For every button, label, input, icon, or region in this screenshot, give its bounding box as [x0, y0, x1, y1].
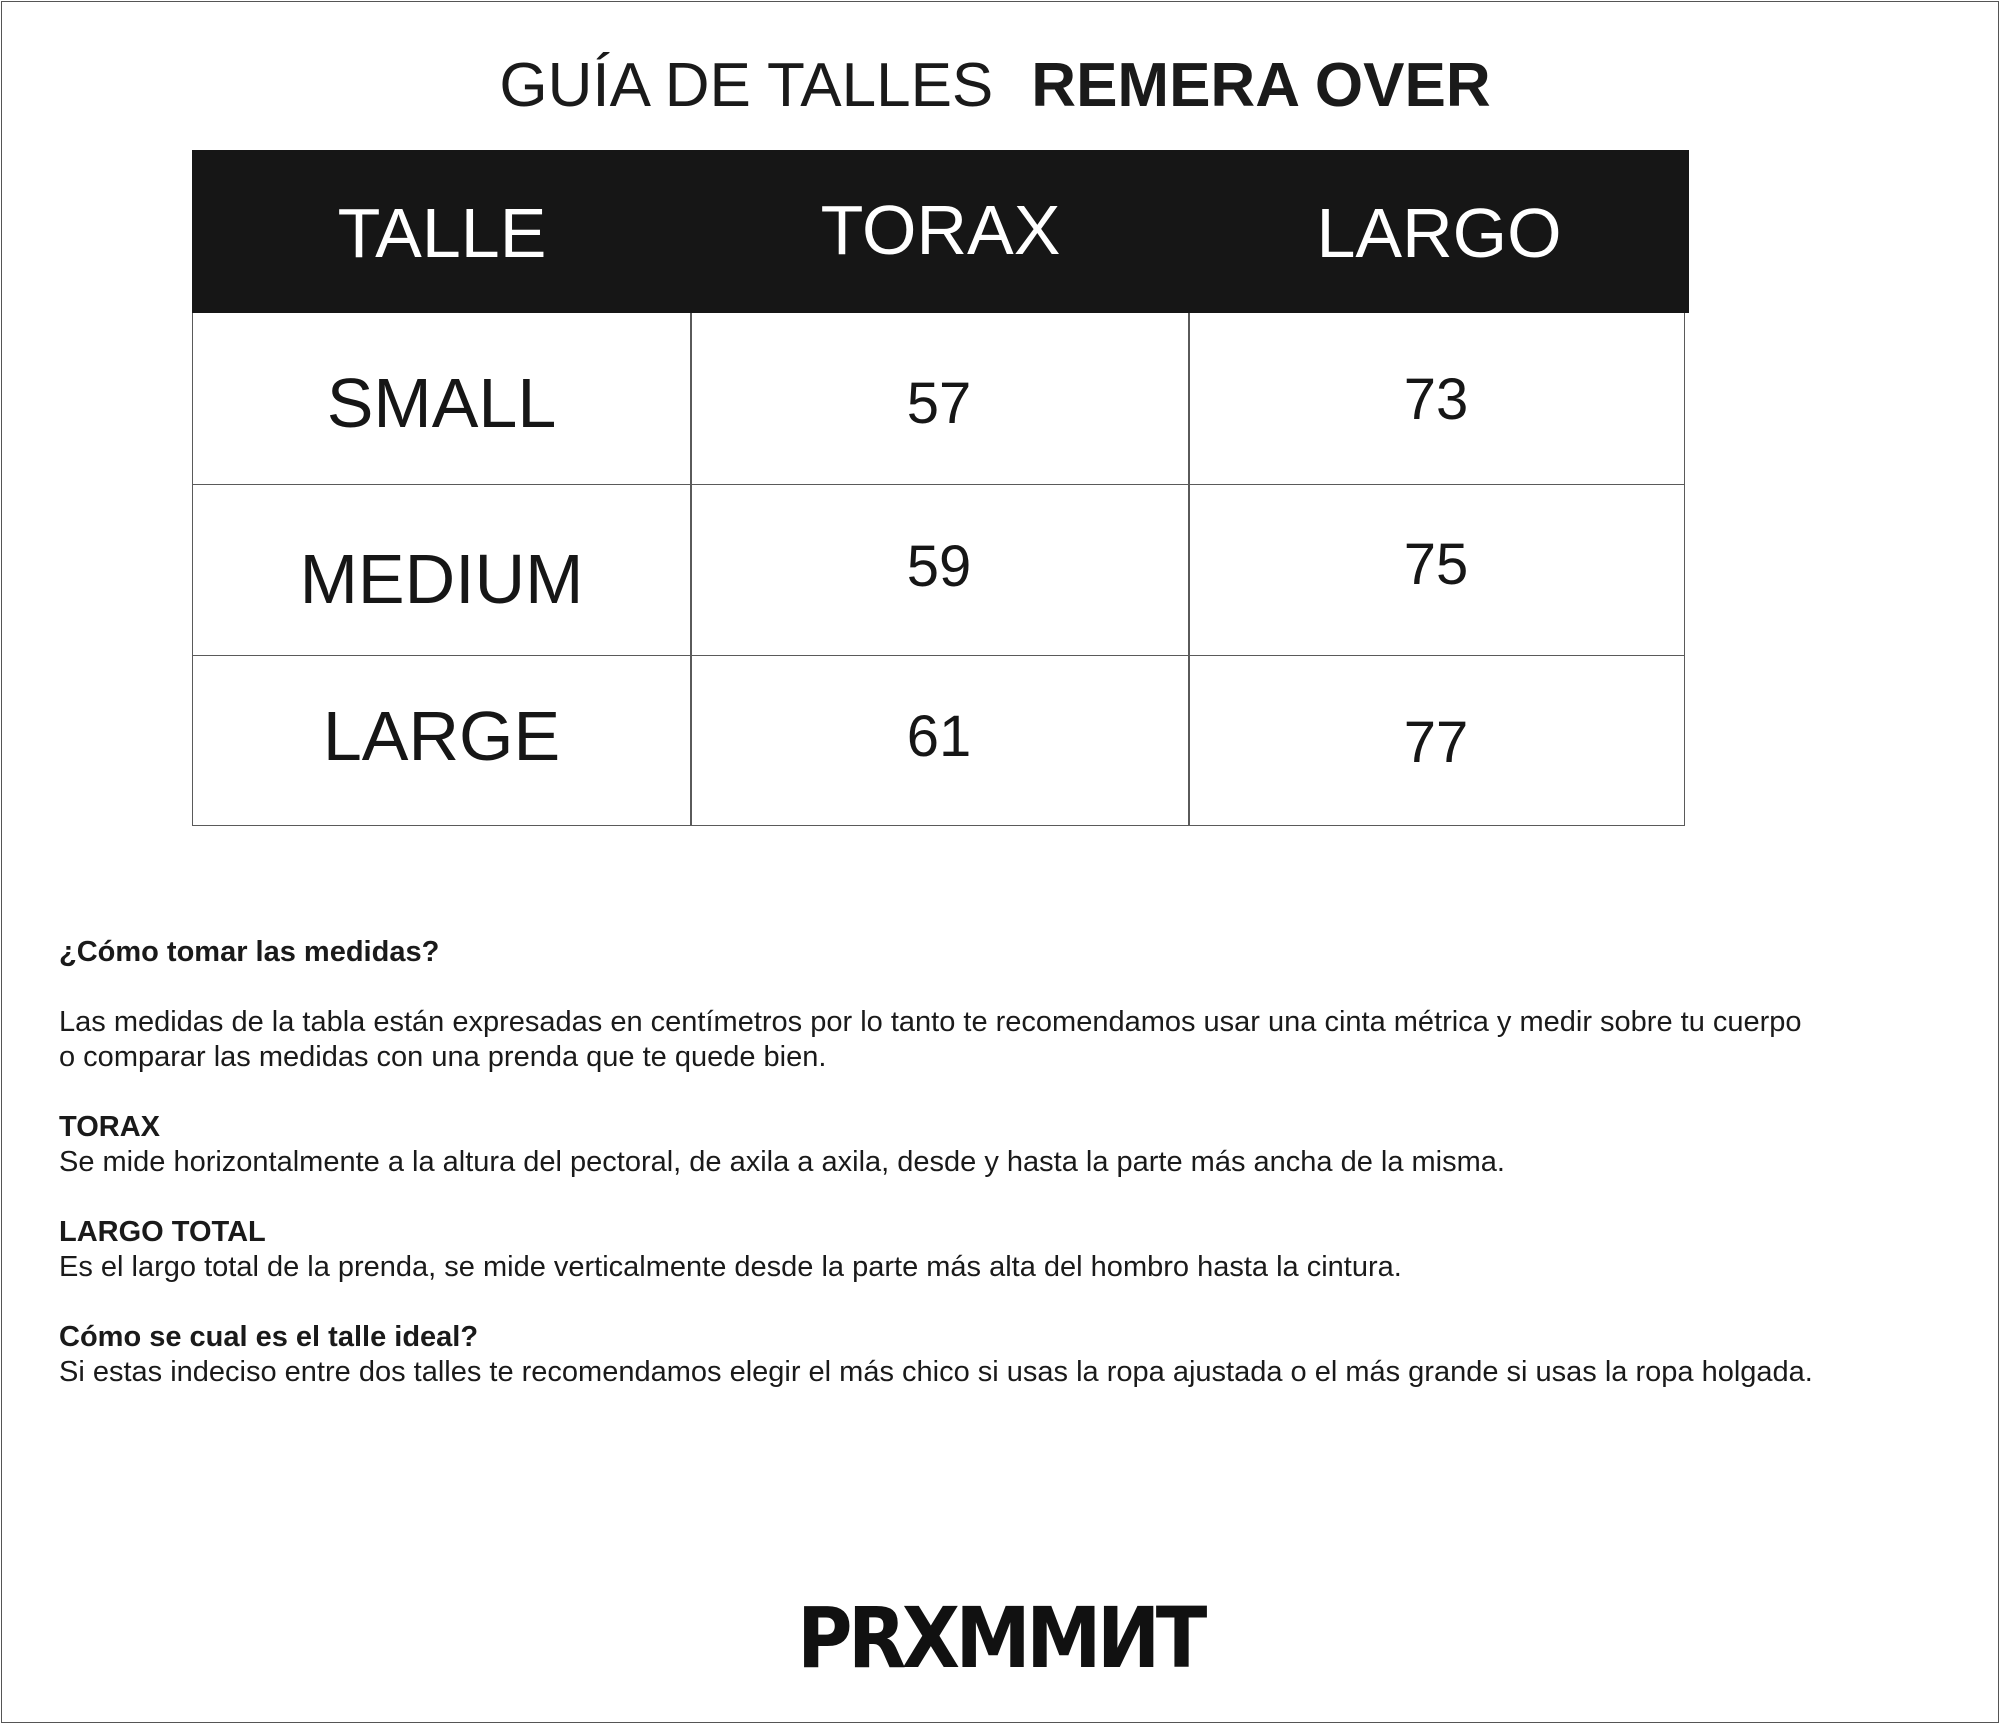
- ideal-size-text: Si estas indeciso entre dos talles te recomendamos elegir el más chico si usas la ropa ajustada o el más grande si usas la ropa holgada.: [59, 1356, 1813, 1388]
- largo-total-text: Es el largo total de la prenda, se mide verticalmente desde la parte más alta del hombro hasta la cintura.: [59, 1251, 1402, 1283]
- table-header: [192, 150, 1689, 313]
- table-row: [193, 313, 1684, 484]
- header-torax: TORAX: [820, 191, 1061, 269]
- table-row: [193, 484, 1684, 655]
- torax-heading: TORAX: [59, 1111, 160, 1143]
- page-title: [0, 46, 1990, 126]
- cell-torax: 61: [906, 704, 972, 769]
- torax-text: Se mide horizontalmente a la altura del pectoral, de axila a axila, desde y hasta la parte más ancha de la misma.: [59, 1146, 1505, 1178]
- cell-largo: 75: [1403, 532, 1469, 597]
- how-to-measure-heading: ¿Cómo tomar las medidas?: [59, 936, 440, 968]
- cell-size: MEDIUM: [299, 540, 584, 618]
- title-prefix: GUÍA DE TALLES: [499, 51, 994, 120]
- spacer: [59, 1285, 1959, 1320]
- header-largo: LARGO: [1316, 194, 1562, 272]
- cell-torax: 59: [906, 534, 972, 599]
- how-to-measure-text: o comparar las medidas con una prenda que te quede bien.: [59, 1041, 827, 1073]
- brand-logo: PRXMMИT: [797, 1589, 1203, 1687]
- how-to-measure-text: Las medidas de la tabla están expresadas en centímetros por lo tanto te recomendamos usar una cinta métrica y medir sobre tu cuerpo: [59, 1006, 1802, 1038]
- cell-largo: 77: [1403, 710, 1469, 775]
- spacer: [59, 1075, 1959, 1110]
- header-talle: TALLE: [337, 194, 547, 272]
- largo-total-heading: LARGO TOTAL: [59, 1216, 266, 1248]
- ideal-size-heading: Cómo se cual es el talle ideal?: [59, 1321, 479, 1353]
- cell-largo: 73: [1403, 367, 1469, 432]
- cell-size: LARGE: [322, 697, 561, 775]
- measurement-instructions: [59, 935, 1959, 1390]
- cell-size: SMALL: [326, 364, 557, 442]
- spacer: [59, 1180, 1959, 1215]
- cell-torax: 57: [906, 371, 972, 436]
- table-row: [193, 655, 1684, 825]
- spacer: [59, 970, 1959, 1005]
- title-product: REMERA OVER: [1031, 51, 1491, 120]
- table-body: [192, 313, 1685, 826]
